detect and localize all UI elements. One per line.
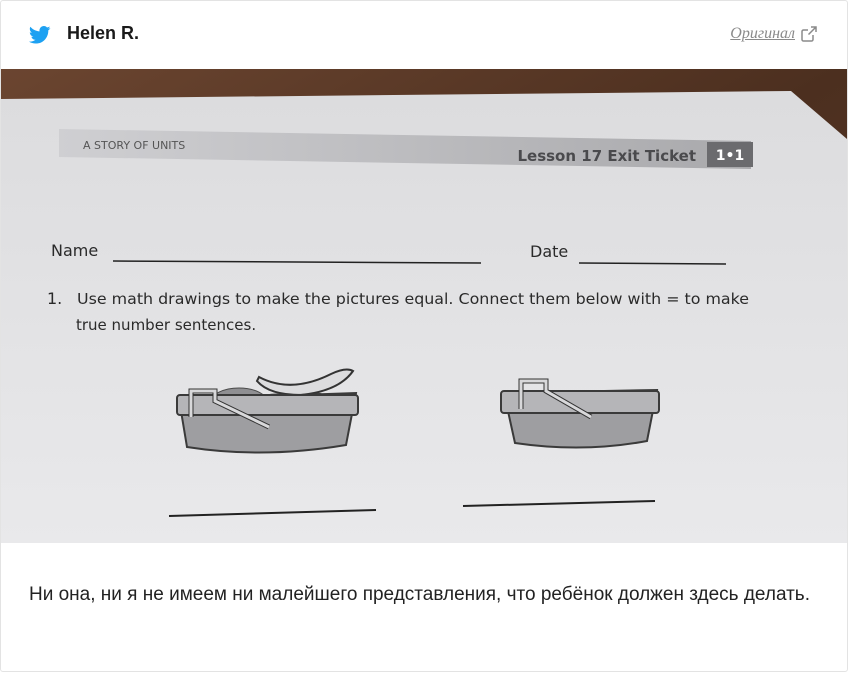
empty-basket	[501, 381, 659, 448]
question-line-1: Use math drawings to make the pictures equal. Connect them below with = to make	[77, 290, 749, 308]
post-header	[1, 1, 847, 69]
original-link-label[interactable]: Оригинал	[730, 25, 795, 42]
twitter-bird-icon	[29, 26, 51, 44]
original-link[interactable]	[730, 25, 817, 43]
author-name[interactable]: Helen R.	[67, 23, 140, 43]
lesson-badge-text: 1•1	[715, 148, 745, 164]
worksheet-image	[1, 69, 847, 543]
date-label: Date	[530, 242, 569, 261]
date-line	[579, 263, 726, 264]
series-title: A STORY OF UNITS	[83, 139, 186, 152]
question-number: 1.	[47, 289, 63, 308]
worksheet-photo	[1, 69, 847, 543]
name-label: Name	[51, 241, 99, 260]
question-line-2: true number sentences.	[76, 316, 257, 334]
lesson-title: Lesson 17 Exit Ticket	[517, 147, 696, 165]
external-link-icon[interactable]	[801, 26, 817, 42]
post-caption: Ни она, ни я не имеем ни малейшего представления, что ребёнок должен здесь делать.	[29, 584, 810, 605]
